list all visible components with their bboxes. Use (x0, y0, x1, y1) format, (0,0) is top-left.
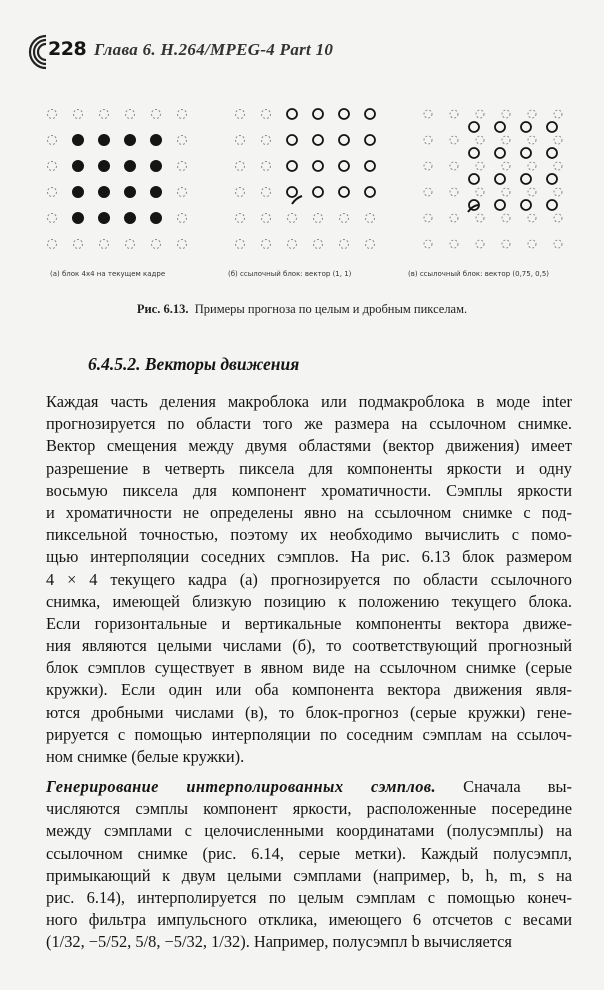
predicted-sample (365, 161, 375, 171)
text-line: ния являются целыми числами (б), то соответствующий прогнозный (46, 636, 572, 656)
predicted-sample (313, 109, 323, 119)
reference-sample (178, 188, 187, 197)
reference-sample (476, 188, 484, 196)
reference-sample (366, 240, 375, 249)
reference-sample (528, 214, 536, 222)
text-line: и хроматичности не определены явно на ссылочном снимке с под- (46, 502, 572, 522)
reference-sample (528, 162, 536, 170)
current-block-sample (151, 161, 162, 172)
interpolated-sample (521, 200, 531, 210)
predicted-sample (339, 187, 349, 197)
reference-sample (262, 136, 271, 145)
text-line: примыкающий к двум целыми сэмплами (например, b, h, m, s на (46, 865, 572, 885)
reference-sample (450, 188, 458, 196)
text-line: числяются сэмплы компонент яркости, расположенные посередине (46, 799, 572, 819)
text-line: разрешение в четверть пиксела для компоненты яркости и одну (46, 458, 572, 478)
interpolated-sample (495, 174, 505, 184)
runin-heading: Генерирование интерполированных сэмплов. (46, 777, 437, 796)
reference-sample (554, 188, 562, 196)
interpolated-sample (521, 148, 531, 158)
predicted-sample (365, 109, 375, 119)
reference-sample (502, 162, 510, 170)
reference-sample (450, 110, 458, 118)
reference-sample (288, 214, 297, 223)
reference-sample (262, 214, 271, 223)
current-block-sample (99, 161, 110, 172)
reference-sample (236, 162, 245, 171)
paragraph-motion-vectors (46, 391, 572, 768)
reference-sample (476, 162, 484, 170)
text-line: щью интерполяции соседних сэмплов. На рис. 6.13 блок размером (46, 547, 572, 567)
current-block-sample (125, 213, 136, 224)
caption-text: Примеры прогноза по целым и дробным пикселам. (194, 302, 468, 316)
reference-sample (178, 240, 187, 249)
text-line: блок сэмплов существует в явном виде на ссылочном снимке (серые (46, 658, 572, 678)
page-header (28, 28, 588, 74)
reference-sample (424, 240, 432, 248)
interpolated-sample (469, 122, 479, 132)
predicted-sample (313, 187, 323, 197)
reference-sample (528, 240, 536, 248)
current-block-sample (125, 187, 136, 198)
reference-sample (262, 240, 271, 249)
reference-sample (424, 214, 432, 222)
current-block-sample (151, 187, 162, 198)
text-line: ном снимке (белые кружки). (46, 747, 245, 766)
reference-sample (236, 240, 245, 249)
current-block-sample (73, 161, 84, 172)
reference-sample (366, 214, 375, 223)
sublabel-a: (а) блок 4х4 на текущем кадре (50, 270, 166, 278)
reference-sample (314, 240, 323, 249)
reference-sample (554, 240, 562, 248)
interpolated-sample (547, 148, 557, 158)
reference-sample (502, 188, 510, 196)
text-line: ются дробными числами (в), то блок-прогноз (серые кружки) гене- (46, 702, 572, 722)
text-line: рис. 6.14), интерполируется по целым сэмплам с помощью конеч- (46, 887, 572, 907)
reference-sample (476, 240, 484, 248)
interpolated-sample (547, 174, 557, 184)
reference-sample (424, 110, 432, 118)
chapter-title: Глава 6. H.264/MPEG-4 Part 10 (94, 40, 334, 59)
interpolated-sample (521, 174, 531, 184)
current-block-sample (73, 213, 84, 224)
sublabel-c: (в) ссылочный блок: вектор (0,75, 0,5) (408, 270, 550, 278)
predicted-sample (287, 135, 297, 145)
text-line: Вектор смещения между двумя областями (вектор движения) имеет (46, 436, 572, 456)
reference-sample (340, 214, 349, 223)
predicted-sample (365, 135, 375, 145)
predicted-sample (287, 109, 297, 119)
reference-sample (178, 214, 187, 223)
text-line: ссылочном снимке (рис. 6.14, серые метки). Каждый полусэмпл, (46, 843, 572, 863)
reference-sample (100, 240, 109, 249)
reference-sample (48, 136, 57, 145)
reference-sample (528, 110, 536, 118)
interpolated-sample (495, 200, 505, 210)
text-line: восьмую пиксела для компонент хроматичности. Сэмплы яркости (46, 480, 572, 500)
interpolated-sample (495, 148, 505, 158)
reference-sample (178, 136, 187, 145)
reference-sample (450, 162, 458, 170)
page-number: 228 (48, 38, 87, 60)
text-line: снимка, имеющей близкую позицию к положению текущего блока. (46, 591, 572, 611)
text-line: пиксельной точностью, поэтому их необходимо вычислить с помо- (46, 525, 572, 545)
current-block-sample (99, 135, 110, 146)
reference-sample (236, 110, 245, 119)
reference-sample (450, 240, 458, 248)
reference-sample (476, 214, 484, 222)
reference-sample (314, 214, 323, 223)
reference-sample (236, 136, 245, 145)
interpolated-sample (469, 174, 479, 184)
reference-sample (178, 110, 187, 119)
reference-sample (424, 188, 432, 196)
predicted-sample (287, 187, 297, 197)
text-line: (1/32, −5/52, 5/8, −5/32, 1/32). Например, полусэмпл b вычисляется (46, 932, 512, 952)
paragraph-interpolation (46, 776, 572, 954)
text-line (46, 776, 572, 798)
reference-sample (502, 214, 510, 222)
reference-sample (126, 240, 135, 249)
reference-sample (288, 240, 297, 249)
current-block-sample (73, 135, 84, 146)
reference-sample (450, 136, 458, 144)
interpolated-sample (469, 148, 479, 158)
reference-sample (476, 136, 484, 144)
current-block-sample (151, 135, 162, 146)
text-line: Если горизонтальные и вертикальные компоненты вектора движе- (46, 613, 572, 633)
reference-sample (48, 188, 57, 197)
section-heading: 6.4.5.2. Векторы движения (88, 354, 300, 374)
predicted-sample (287, 161, 297, 171)
reference-sample (48, 214, 57, 223)
interpolated-sample (547, 122, 557, 132)
current-block-sample (99, 187, 110, 198)
predicted-sample (365, 187, 375, 197)
reference-sample (554, 214, 562, 222)
reference-sample (340, 240, 349, 249)
reference-sample (262, 188, 271, 197)
caption-label: Рис. 6.13. (136, 302, 189, 316)
figure-caption (0, 302, 604, 317)
reference-sample (48, 162, 57, 171)
reference-sample (554, 136, 562, 144)
interpolated-sample (521, 122, 531, 132)
interpolated-sample (547, 200, 557, 210)
reference-sample (178, 162, 187, 171)
predicted-sample (339, 109, 349, 119)
reference-sample (528, 136, 536, 144)
reference-sample (48, 240, 57, 249)
reference-sample (476, 110, 484, 118)
reference-sample (152, 240, 161, 249)
predicted-sample (313, 135, 323, 145)
reference-sample (74, 110, 83, 119)
predicted-sample (339, 161, 349, 171)
reference-sample (236, 188, 245, 197)
predicted-sample (313, 161, 323, 171)
reference-sample (554, 162, 562, 170)
text-line: рируется с помощью интерполяции по соседним сэмплам на ссылоч- (46, 724, 572, 744)
current-block-sample (73, 187, 84, 198)
current-block-sample (125, 161, 136, 172)
reference-sample (554, 110, 562, 118)
text-line: ного фильтра импульсного отклика, имеющего 6 отсчетов с весами (46, 910, 572, 930)
runin-continuation: Сначала вы- (436, 777, 572, 796)
reference-sample (262, 110, 271, 119)
current-block-sample (151, 213, 162, 224)
reference-sample (126, 110, 135, 119)
current-block-sample (99, 213, 110, 224)
reference-sample (424, 136, 432, 144)
reference-sample (152, 110, 161, 119)
reference-sample (100, 110, 109, 119)
reference-sample (502, 110, 510, 118)
text-line: кружки). Если один или оба компонента вектора движения явля- (46, 680, 572, 700)
text-line: между сэмплами с целочисленными координатами (полусэмплы) на (46, 821, 572, 841)
figure-6-13 (40, 100, 580, 290)
reference-sample (502, 136, 510, 144)
reference-sample (74, 240, 83, 249)
text-line: 4 × 4 текущего кадра (а) прогнозируется по области ссылочного (46, 569, 572, 589)
reference-sample (424, 162, 432, 170)
reference-sample (262, 162, 271, 171)
current-block-sample (125, 135, 136, 146)
reference-sample (236, 214, 245, 223)
reference-sample (48, 110, 57, 119)
text-line: прогнозируется по области того же размера на ссылочном снимке. (46, 414, 572, 434)
sublabel-b: (б) ссылочный блок: вектор (1, 1) (228, 270, 352, 278)
text-line: Каждая часть деления макроблока или подмакроблока в моде inter (46, 392, 572, 411)
interpolated-sample (495, 122, 505, 132)
reference-sample (502, 240, 510, 248)
sample-grids (40, 100, 580, 270)
reference-sample (450, 214, 458, 222)
predicted-sample (339, 135, 349, 145)
reference-sample (528, 188, 536, 196)
